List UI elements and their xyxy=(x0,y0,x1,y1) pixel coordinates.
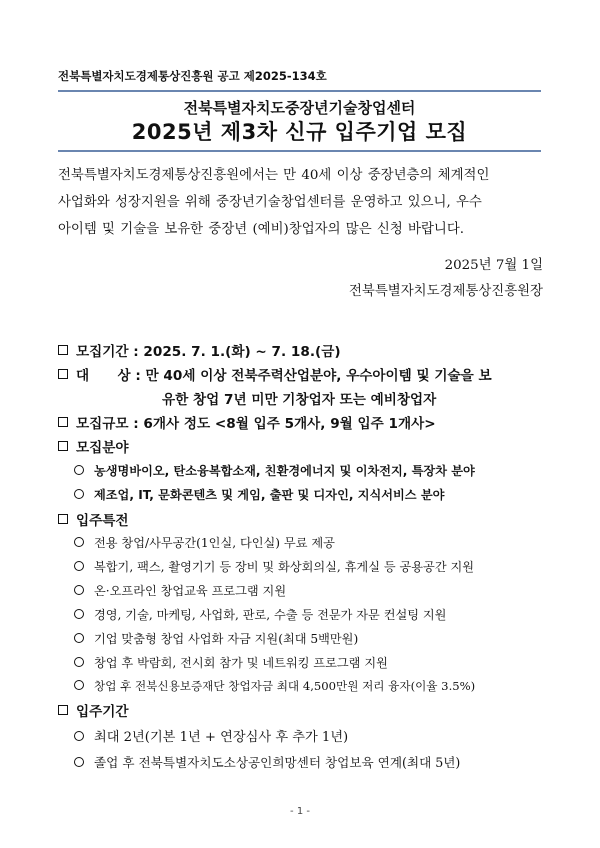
notice-date: 2025년 7월 1일 xyxy=(444,258,543,273)
section-target xyxy=(58,364,492,384)
notice-number: 전북특별자치도경제통상진흥원 공고 제2025-134호 xyxy=(58,69,327,83)
fields-heading-text: 모집분야 xyxy=(76,440,129,456)
list-item xyxy=(74,726,348,745)
section-fields-heading xyxy=(58,436,129,456)
page-number: - 1 - xyxy=(290,806,310,817)
circle-bullet-icon xyxy=(74,561,84,571)
section-scale xyxy=(58,412,436,432)
benefit-item-text: 전용 창업/사무공간(1인실, 다인실) 무료 제공 xyxy=(94,536,335,550)
square-bullet-icon xyxy=(58,705,68,715)
list-item xyxy=(74,558,474,575)
issuer-name: 전북특별자치도경제통상진흥원장 xyxy=(348,284,543,299)
period-text: 모집기간 : 2025. 7. 1.(화) ~ 7. 18.(금) xyxy=(76,344,341,360)
benefits-heading-text: 입주특전 xyxy=(76,513,129,529)
circle-bullet-icon xyxy=(74,537,84,547)
square-bullet-icon xyxy=(58,345,68,355)
circle-bullet-icon xyxy=(74,585,84,595)
circle-bullet-icon xyxy=(74,680,84,690)
square-bullet-icon xyxy=(58,369,68,379)
section-term-heading xyxy=(58,700,129,720)
section-period xyxy=(58,340,341,360)
intro-paragraph xyxy=(58,162,543,243)
list-item xyxy=(74,630,358,647)
circle-bullet-icon xyxy=(74,657,84,667)
title-top-rule xyxy=(58,90,541,92)
list-item xyxy=(74,606,446,623)
page-title: 2025년 제3차 신규 입주기업 모집 xyxy=(131,120,468,144)
field-item-text: 농생명바이오, 탄소융복합소재, 친환경에너지 및 이차전지, 특장차 분야 xyxy=(94,464,475,478)
term-item-text: 졸업 후 전북특별자치도소상공인희망센터 창업보육 연계(최대 5년) xyxy=(94,755,461,770)
circle-bullet-icon xyxy=(74,633,84,643)
circle-bullet-icon xyxy=(74,609,84,619)
intro-line: 사업화와 성장지원을 위해 중장년기술창업센터를 운영하고 있으니, 우수 xyxy=(58,195,482,210)
circle-bullet-icon xyxy=(74,757,84,767)
term-heading-text: 입주기간 xyxy=(76,704,129,720)
intro-line: 전북특별자치도경제통상진흥원에서는 만 40세 이상 중장년층의 체계적인 xyxy=(58,168,490,183)
benefit-item-text: 기업 맞춤형 창업 사업화 자금 지원(최대 5백만원) xyxy=(94,632,359,646)
center-name: 전북특별자치도중장년기술창업센터 xyxy=(183,99,416,117)
intro-line: 아이템 및 기술을 보유한 중장년 (예비)창업자의 많은 신청 바랍니다. xyxy=(58,222,465,237)
list-item xyxy=(74,486,444,503)
square-bullet-icon xyxy=(58,514,68,524)
section-benefits-heading xyxy=(58,509,129,529)
target-text-line1: 대 상 : 만 40세 이상 전북주력산업분야, 우수아이템 및 기술을 보 xyxy=(76,368,492,384)
circle-bullet-icon xyxy=(74,465,84,475)
list-item xyxy=(74,654,388,671)
benefit-item-text: 온·오프라인 창업교육 프로그램 지원 xyxy=(94,584,287,598)
circle-bullet-icon xyxy=(74,489,84,499)
title-bottom-rule xyxy=(58,150,541,152)
list-item xyxy=(74,582,286,599)
square-bullet-icon xyxy=(58,441,68,451)
benefit-item-text: 복합기, 팩스, 촬영기기 등 장비 및 화상회의실, 휴게실 등 공용공간 지원 xyxy=(94,560,475,574)
benefit-item-text: 창업 후 박람회, 전시회 참가 및 네트워킹 프로그램 지원 xyxy=(94,656,388,670)
term-item-text: 최대 2년(기본 1년 + 연장심사 후 추가 1년) xyxy=(94,730,349,745)
benefit-item-text: 경영, 기술, 마케팅, 사업화, 판로, 수출 등 전문가 자문 컨설팅 지원 xyxy=(94,608,447,622)
list-item xyxy=(74,534,335,551)
field-item-text: 제조업, IT, 문화콘텐츠 및 게임, 출판 및 디자인, 지식서비스 분야 xyxy=(94,488,445,502)
circle-bullet-icon xyxy=(74,731,84,741)
list-item xyxy=(74,678,475,694)
target-text-line2: 유한 창업 7년 미만 기창업자 또는 예비창업자 xyxy=(162,392,437,408)
list-item xyxy=(74,462,475,479)
list-item xyxy=(74,752,460,771)
benefit-item-text: 창업 후 전북신용보증재단 창업자금 최대 4,500만원 저리 융자(이율 3.5%) xyxy=(94,679,476,693)
scale-text: 모집규모 : 6개사 정도 <8월 입주 5개사, 9월 입주 1개사> xyxy=(76,416,436,432)
square-bullet-icon xyxy=(58,417,68,427)
